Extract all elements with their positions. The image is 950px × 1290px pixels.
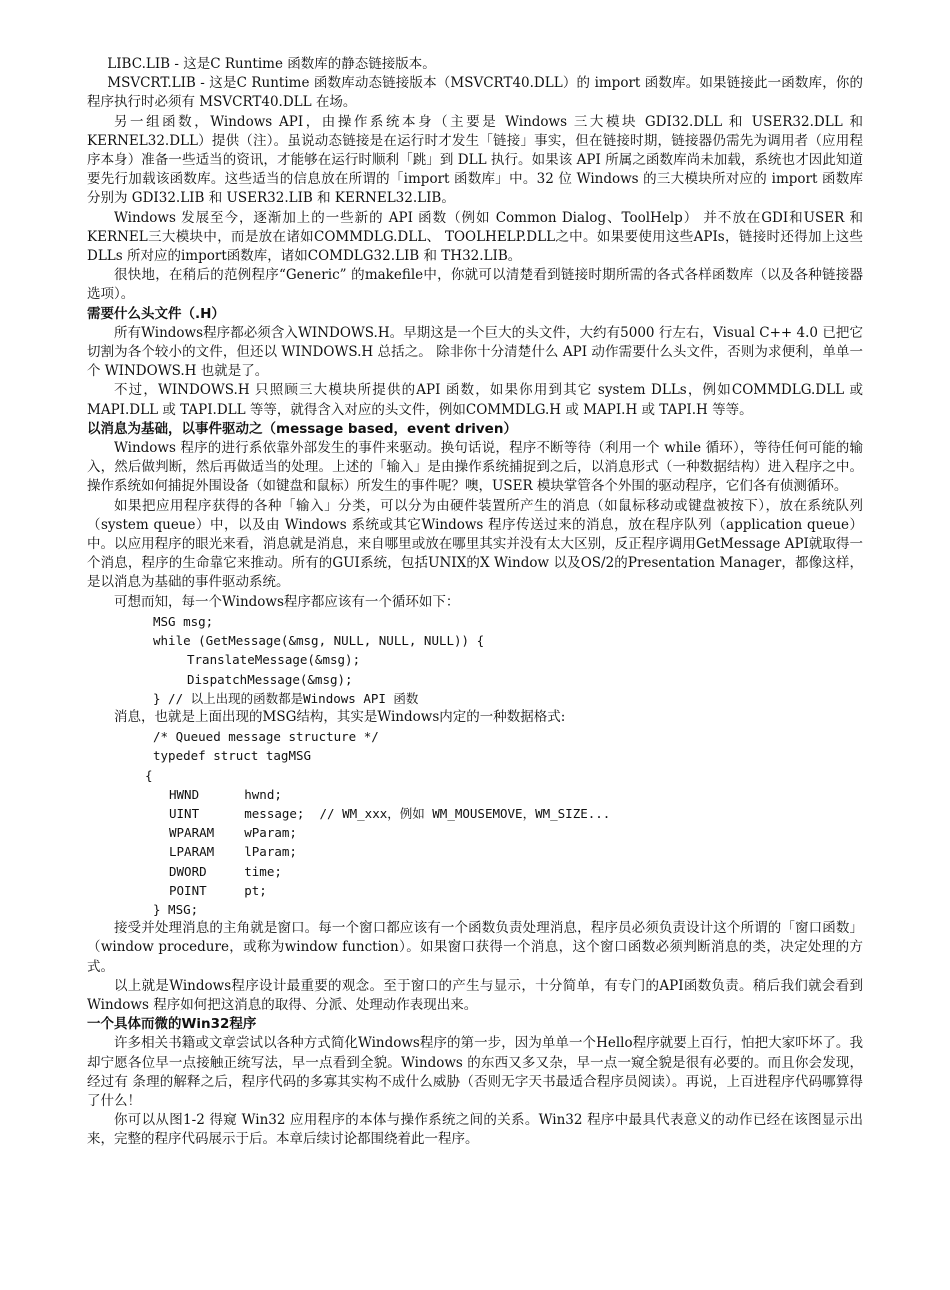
section-heading: 以消息为基础，以事件驱动之（message based，event driven） bbox=[87, 420, 517, 437]
paragraph: 以上就是Windows程序设计最重要的观念。至于窗口的产生与显示，十分简单，有专门的API函数负责。稍后我们就会看到 Windows 程序如何把这消息的取得、分派、处理动作表现出来。 bbox=[87, 977, 863, 1013]
code-line: DWORD time; bbox=[169, 863, 282, 879]
code-line: DispatchMessage(&msg); bbox=[187, 671, 353, 687]
code-line: HWND hwnd; bbox=[169, 786, 282, 802]
paragraph: 可想而知，每一个Windows程序都应该有一个循环如下： bbox=[114, 593, 460, 610]
paragraph: 所有Windows程序都必须含入WINDOWS.H。早期这是一个巨大的头文件，大约有5000 行左右，Visual C++ 4.0 已把它切割为各个较小的文件，但还以 WINDOWS.H 总括之。 除非你十分清楚什么 API 动作需要什么头文件，否则为求便利，单单一个 WINDOWS.H 也就是了。 bbox=[87, 324, 863, 380]
code-line: UINT message; // WM_xxx，例如 WM_MOUSEMOVE，WM_SIZE... bbox=[169, 805, 611, 821]
code-line: } MSG; bbox=[153, 901, 199, 917]
paragraph: 许多相关书籍或文章尝试以各种方式简化Windows程序的第一步，因为单单一个Hello程序就要上百行，怕把大家吓坏了。我却宁愿各位早一点接触正统写法，早一点看到全貌。Windows 的东西又多又杂，早一点一窥全貌是很有必要的。而且你会发现，经过有 条理的解释之后，程序代码的多寡其实构不成什么威胁（否则无字天书最适合程序员阅读）。再说，上百进程序代码哪算得了什么！ bbox=[87, 1035, 863, 1109]
paragraph: LIBC.LIB - 这是C Runtime 函数库的静态链接版本。 bbox=[107, 56, 436, 72]
code-line: typedef struct tagMSG bbox=[153, 748, 312, 764]
code-line: while (GetMessage(&msg, NULL, NULL, NULL)) { bbox=[153, 633, 485, 649]
paragraph: 不过，WINDOWS.H 只照顾三大模块所提供的API 函数，如果你用到其它 system DLLs，例如COMMDLG.DLL 或 MAPI.DLL 或 TAPI.DLL 等等，就得含入对应的头文件，例如COMMDLG.H 或 MAPI.H 或 TAPI.H 等等。 bbox=[87, 382, 863, 418]
code-line: WPARAM wParam; bbox=[169, 825, 297, 841]
paragraph: Windows 程序的进行系依靠外部发生的事件来驱动。换句话说，程序不断等待（利用一个 while 循环），等待任何可能的输入，然后做判断，然后再做适当的处理。上述的「输入」是由操作系统捕捉到之后，以消息形式（一种数据结构）进入程序之中。操作系统如何捕捉外围设备（如键盘和鼠标）所发生的事件呢？噢，USER 模块掌管各个外围的驱动程序，它们各有侦测循环。 bbox=[87, 440, 863, 495]
code-line: } // 以上出现的函数都是Windows API 函数 bbox=[153, 690, 419, 706]
paragraph: MSVCRT.LIB - 这是C Runtime 函数库动态链接版本（MSVCRT40.DLL）的 import 函数库。如果链接此一函数库，你的程序执行时必须有 MSVCRT40.DLL 在场。 bbox=[87, 75, 863, 111]
code-line: { bbox=[145, 767, 153, 783]
paragraph: 接受并处理消息的主角就是窗口。每一个窗口都应该有一个函数负责处理消息，程序员必须负责设计这个所谓的「窗口函数」（window procedure，或称为window function）。如果窗口获得一个消息，这个窗口函数必须判断消息的类，决定处理的方式。 bbox=[87, 920, 863, 975]
code-line: MSG msg; bbox=[153, 613, 214, 629]
document-body bbox=[87, 55, 863, 1150]
paragraph: Windows 发展至今，逐渐加上的一些新的 API 函数（例如 Common Dialog、ToolHelp） 并不放在GDI和USER 和KERNEL三大模块中，而是放在诸如COMMDLG.DLL、 TOOLHELP.DLL之中。如果要使用这些APIs，链接时还得加上这些DLLs 所对应的import函数库，诸如COMDLG32.LIB 和 TH32.LIB。 bbox=[87, 209, 863, 265]
paragraph: 如果把应用程序获得的各种「输入」分类，可以分为由硬件装置所产生的消息（如鼠标移动或键盘被按下），放在系统队列（system queue）中，以及由 Windows 系统或其它Windows 程序传送过来的消息，放在程序队列（application queue）中。以应用程序的眼光来看，消息就是消息，来自哪里或放在哪里其实并没有太大区别，反正程序调用GetMessage API就取得一个消息，程序的生命靠它来推动。所有的GUI系统，包括UNIX的X Window 以及OS/2的Presentation Manager，都像这样，是以消息为基础的事件驱动系统。 bbox=[87, 497, 863, 591]
section-heading: 一个具体而微的Win32程序 bbox=[87, 1016, 257, 1033]
paragraph: 消息，也就是上面出现的MSG结构，其实是Windows内定的一种数据格式: bbox=[114, 708, 566, 725]
code-line: /* Queued message structure */ bbox=[153, 729, 379, 745]
code-line: LPARAM lParam; bbox=[169, 844, 297, 860]
section-heading: 需要什么头文件（.H） bbox=[87, 305, 225, 322]
paragraph: 很快地，在稍后的范例程序“Generic” 的makefile中，你就可以清楚看到链接时期所需的各式各样函数库（以及各种链接器选项）。 bbox=[87, 267, 863, 303]
paragraph: 另一组函数，Windows API，由操作系统本身（主要是 Windows 三大模块 GDI32.DLL 和 USER32.DLL 和 KERNEL32.DLL）提供（注）。虽说动态链接是在运行时才发生「链接」事实，但在链接时期，链接器仍需先为调用者（应用程序本身）准备一些适当的资讯，才能够在运行时顺利「跳」到 DLL 执行。如果该 API 所属之函数库尚未加载，系统也才因此知道要先行加载该函数库。这些适当的信息放在所谓的「import 函数库」中。32 位 Windows 的三大模块所对应的 import 函数库分别为 GDI32.LIB 和 USER32.LIB 和 KERNEL32.LIB。 bbox=[87, 113, 863, 207]
code-line: TranslateMessage(&msg); bbox=[187, 652, 361, 668]
code-line: POINT pt; bbox=[169, 882, 267, 898]
paragraph: 你可以从图1-2 得窥 Win32 应用程序的本体与操作系统之间的关系。Win32 程序中最具代表意义的动作已经在该图显示出来，完整的程序代码展示于后。本章后续讨论都围绕着此一程序。 bbox=[87, 1112, 863, 1148]
